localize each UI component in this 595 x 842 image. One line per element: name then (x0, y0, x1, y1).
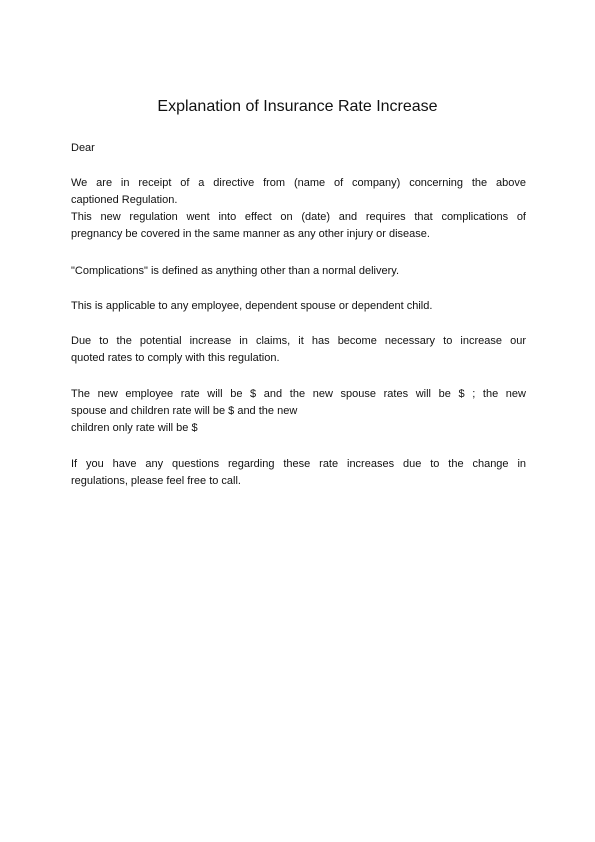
paragraph-complications-text: "Complications" is defined as anything other than a normal delivery. (71, 265, 400, 277)
paragraph-rates-line-1: The new employee rate will be $ and the new spouse rates will be $ ; the new (71, 388, 526, 400)
paragraph-rates (71, 386, 526, 437)
paragraph-claims (71, 333, 526, 367)
paragraph-rates-line-3: children only rate will be $ (71, 422, 198, 434)
paragraph-receipt (71, 175, 526, 243)
document-title: Explanation of Insurance Rate Increase (157, 98, 438, 115)
paragraph-questions-line-1: If you have any questions regarding these rate increases due to the change in (71, 458, 526, 470)
paragraph-applicable (71, 298, 526, 315)
paragraph-questions (71, 456, 526, 490)
salutation (71, 140, 526, 157)
paragraph-receipt-line-1: We are in receipt of a directive from (name of company) concerning the above (71, 177, 526, 189)
paragraph-claims-line-2: quoted rates to comply with this regulation. (71, 352, 280, 364)
paragraph-receipt-line-4: pregnancy be covered in the same manner as any other injury or disease. (71, 228, 430, 240)
paragraph-receipt-line-2: captioned Regulation. (71, 194, 178, 206)
paragraph-rates-line-2: spouse and children rate will be $ and the new (71, 405, 298, 417)
paragraph-applicable-text: This is applicable to any employee, dependent spouse or dependent child. (71, 300, 433, 312)
paragraph-receipt-line-3: This new regulation went into effect on (date) and requires that complications of (71, 211, 526, 223)
paragraph-complications (71, 263, 526, 280)
salutation-text: Dear (71, 142, 95, 154)
paragraph-claims-line-1: Due to the potential increase in claims, it has become necessary to increase our (71, 335, 526, 347)
paragraph-questions-line-2: regulations, please feel free to call. (71, 475, 241, 487)
